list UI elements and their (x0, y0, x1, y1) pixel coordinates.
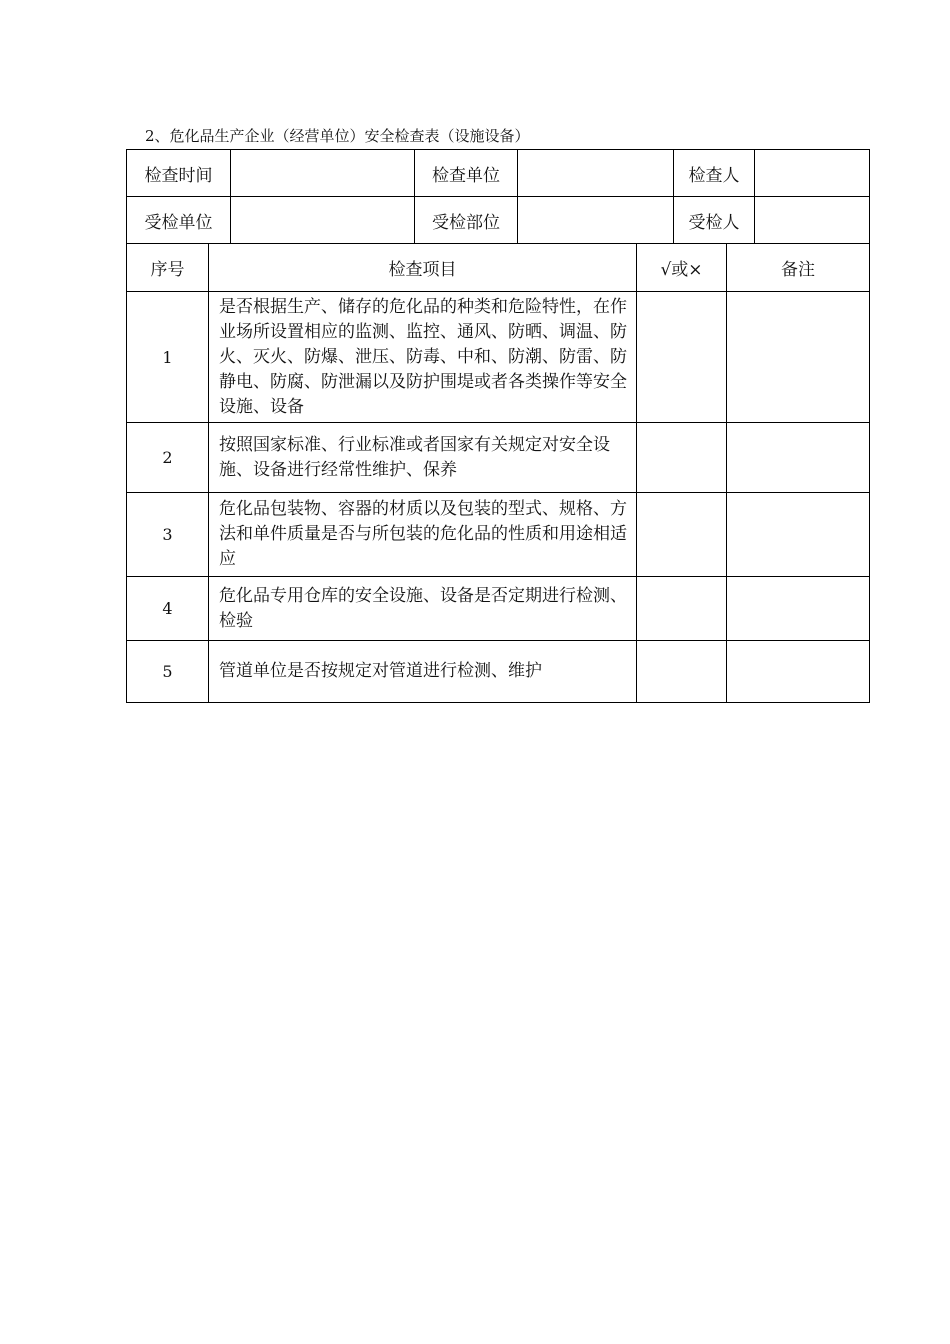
row-check-cell[interactable] (637, 577, 727, 641)
row-number: 3 (127, 493, 209, 577)
row-remark-cell[interactable] (727, 641, 870, 703)
row-item: 危化品专用仓库的安全设施、设备是否定期进行检测、检验 (209, 577, 637, 641)
table-row (127, 292, 870, 423)
row-remark-cell[interactable] (727, 493, 870, 577)
row-item: 按照国家标准、行业标准或者国家有关规定对安全设施、设备进行经常性维护、保养 (209, 423, 637, 493)
row-remark-cell[interactable] (727, 423, 870, 493)
table-row (127, 577, 870, 641)
row-number: 1 (127, 292, 209, 423)
row-number: 2 (127, 423, 209, 493)
row-check-cell[interactable] (637, 493, 727, 577)
inspected-department-field[interactable] (518, 197, 674, 244)
column-header-no: 序号 (127, 244, 209, 292)
column-header-item: 检查项目 (209, 244, 637, 292)
row-number: 4 (127, 577, 209, 641)
row-remark-cell[interactable] (727, 292, 870, 423)
row-check-cell[interactable] (637, 423, 727, 493)
inspection-unit-field[interactable] (518, 150, 674, 197)
checklist-table (126, 243, 870, 703)
inspector-field[interactable] (755, 150, 870, 197)
document-title: 2、危化品生产企业（经营单位）安全检查表（设施设备） (145, 127, 530, 145)
column-header-remark: 备注 (727, 244, 870, 292)
column-header-check: √或× (637, 244, 727, 292)
header-row-inspected (127, 197, 870, 244)
inspection-unit-label: 检查单位 (415, 150, 518, 197)
inspection-time-field[interactable] (231, 150, 415, 197)
inspected-person-field[interactable] (755, 197, 870, 244)
checklist-header-row (127, 244, 870, 292)
header-row-inspection (127, 150, 870, 197)
inspection-time-label: 检查时间 (127, 150, 231, 197)
inspector-label: 检查人 (674, 150, 755, 197)
inspected-person-label: 受检人 (674, 197, 755, 244)
table-row (127, 641, 870, 703)
row-remark-cell[interactable] (727, 577, 870, 641)
row-item: 管道单位是否按规定对管道进行检测、维护 (209, 641, 637, 703)
table-row (127, 493, 870, 577)
row-check-cell[interactable] (637, 292, 727, 423)
row-item: 危化品包装物、容器的材质以及包装的型式、规格、方法和单件质量是否与所包装的危化品的性质和用途相适应 (209, 493, 637, 577)
table-row (127, 423, 870, 493)
inspected-department-label: 受检部位 (415, 197, 518, 244)
row-number: 5 (127, 641, 209, 703)
inspected-unit-field[interactable] (231, 197, 415, 244)
row-check-cell[interactable] (637, 641, 727, 703)
header-info-table (126, 149, 870, 244)
row-item: 是否根据生产、储存的危化品的种类和危险特性，在作业场所设置相应的监测、监控、通风、防晒、调温、防火、灭火、防爆、泄压、防毒、中和、防潮、防雷、防静电、防腐、防泄漏以及防护围堤或者各类操作等安全设施、设备 (209, 292, 637, 423)
inspected-unit-label: 受检单位 (127, 197, 231, 244)
